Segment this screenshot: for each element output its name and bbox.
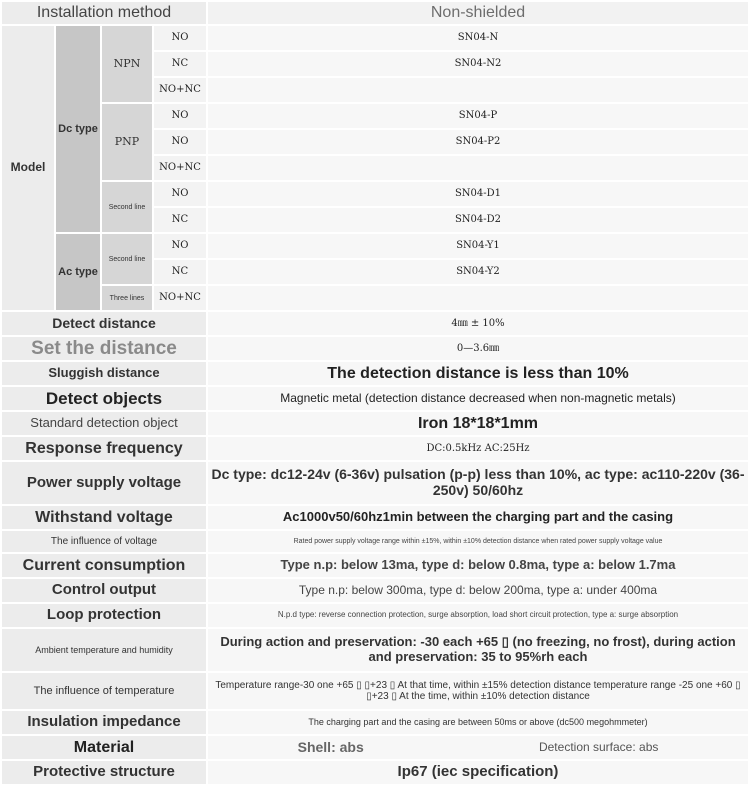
spec-row-ambient — [2, 629, 748, 671]
ac-type-label: Ac type — [56, 234, 100, 310]
model-value: SN04-D2 — [208, 208, 748, 232]
spec-row-set-distance — [2, 337, 748, 360]
spec-row-insulation — [2, 711, 748, 734]
response-frequency-value: DC:0.5kHz AC:25Hz — [208, 437, 748, 460]
sluggish-distance-value: The detection distance is less than 10% — [208, 362, 748, 385]
spec-row-current-consumption — [2, 554, 748, 577]
ambient-value: During action and preservation: -30 each +65 ▯ (no freezing, no frost), during action and preservation: 35 to 95%rh each — [208, 629, 748, 671]
model-kind: NO — [154, 182, 206, 206]
control-output-label: Control output — [2, 579, 206, 602]
model-value — [208, 156, 748, 180]
withstand-voltage-value: Ac1000v50/60hz1min between the charging part and the casing — [208, 506, 748, 529]
current-consumption-label: Current consumption — [2, 554, 206, 577]
model-row — [2, 286, 748, 310]
spec-row-protective — [2, 761, 748, 784]
model-kind: NO+NC — [154, 78, 206, 102]
model-kind: NC — [154, 208, 206, 232]
spec-row-control-output — [2, 579, 748, 602]
model-kind: NO — [154, 104, 206, 128]
model-kind: NO+NC — [154, 156, 206, 180]
model-row — [2, 26, 748, 50]
spec-row-voltage-influence — [2, 531, 748, 552]
model-value: SN04-N — [208, 26, 748, 50]
model-kind: NO — [154, 130, 206, 154]
spec-row-standard-object — [2, 412, 748, 435]
power-supply-label: Power supply voltage — [2, 462, 206, 504]
model-value: SN04-P2 — [208, 130, 748, 154]
material-value — [208, 736, 748, 759]
power-supply-value: Dc type: dc12-24v (6-36v) pulsation (p-p) less than 10%, ac type: ac110-220v (36-250v) 50/60hz — [208, 462, 748, 504]
temperature-influence-label: The influence of temperature — [2, 673, 206, 709]
standard-object-value: Iron 18*18*1mm — [208, 412, 748, 435]
model-value: SN04-N2 — [208, 52, 748, 76]
model-row — [2, 234, 748, 258]
model-value — [208, 286, 748, 310]
dc-type-label: Dc type — [56, 26, 100, 232]
pnp-label: PNP — [102, 104, 152, 180]
spec-row-response-frequency — [2, 437, 748, 460]
spec-row-sluggish-distance — [2, 362, 748, 385]
model-value: SN04-Y1 — [208, 234, 748, 258]
model-kind: NO+NC — [154, 286, 206, 310]
insulation-value: The charging part and the casing are between 50ms or above (dc500 megohmmeter) — [208, 711, 748, 734]
model-kind: NO — [154, 234, 206, 258]
spec-row-loop-protection — [2, 604, 748, 627]
voltage-influence-label: The influence of voltage — [2, 531, 206, 552]
model-kind: NO — [154, 26, 206, 50]
control-output-value: Type n.p: below 300ma, type d: below 200ma, type a: under 400ma — [208, 579, 748, 602]
detect-distance-value: 4㎜ ± 10% — [208, 312, 748, 335]
ambient-label: Ambient temperature and humidity — [2, 629, 206, 671]
header-installation-method: Installation method — [2, 2, 206, 24]
npn-label: NPN — [102, 26, 152, 102]
set-distance-label: Set the distance — [2, 337, 206, 360]
spec-row-detect-distance — [2, 312, 748, 335]
spec-row-power-supply — [2, 462, 748, 504]
insulation-label: Insulation impedance — [2, 711, 206, 734]
material-split — [210, 740, 746, 756]
current-consumption-value: Type n.p: below 13ma, type d: below 0.8ma, type a: below 1.7ma — [208, 554, 748, 577]
sluggish-distance-label: Sluggish distance — [2, 362, 206, 385]
model-value — [208, 78, 748, 102]
dc-second-line-label: Second line — [102, 182, 152, 232]
temperature-influence-value: Temperature range-30 one +65 ▯ ▯+23 ▯ At that time, within ±15% detection distance temperature range -25 one +60 ▯ ▯+23 ▯ At the time, within ±10% detection distance — [208, 673, 748, 709]
three-lines-label: Three lines — [102, 286, 152, 310]
detect-distance-label: Detect distance — [2, 312, 206, 335]
header-row — [2, 2, 748, 24]
material-surface: Detection surface: abs — [538, 739, 659, 754]
loop-protection-label: Loop protection — [2, 604, 206, 627]
spec-row-temperature-influence — [2, 673, 748, 709]
voltage-influence-value: Rated power supply voltage range within ±15%, within ±10% detection distance when rated power supply voltage value — [208, 531, 748, 552]
standard-object-label: Standard detection object — [2, 412, 206, 435]
protective-label: Protective structure — [2, 761, 206, 784]
response-frequency-label: Response frequency — [2, 437, 206, 460]
set-distance-value: 0—3.6㎜ — [208, 337, 748, 360]
model-kind: NC — [154, 52, 206, 76]
header-non-shielded: Non-shielded — [208, 2, 748, 24]
model-value: SN04-D1 — [208, 182, 748, 206]
spec-row-withstand-voltage — [2, 506, 748, 529]
model-kind: NC — [154, 260, 206, 284]
detect-objects-value: Magnetic metal (detection distance decreased when non-magnetic metals) — [208, 387, 748, 410]
material-shell: Shell: abs — [297, 738, 364, 755]
ac-second-line-label: Second line — [102, 234, 152, 284]
detect-objects-label: Detect objects — [2, 387, 206, 410]
model-row — [2, 104, 748, 128]
withstand-voltage-label: Withstand voltage — [2, 506, 206, 529]
material-label: Material — [2, 736, 206, 759]
protective-value: Ip67 (iec specification) — [208, 761, 748, 784]
model-row — [2, 182, 748, 206]
spec-row-detect-objects — [2, 387, 748, 410]
model-value: SN04-P — [208, 104, 748, 128]
model-value: SN04-Y2 — [208, 260, 748, 284]
spec-row-material — [2, 736, 748, 759]
model-label: Model — [2, 26, 54, 310]
loop-protection-value: N.p.d type: reverse connection protection, surge absorption, load short circuit protection, type a: surge absorption — [208, 604, 748, 627]
